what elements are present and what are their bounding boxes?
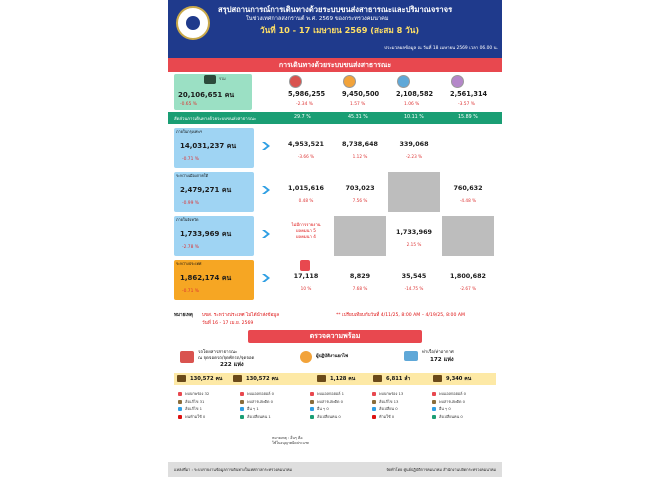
readiness-sub: ณ จุดจอดรถ/จุดพักรถ/จุดจอด [198, 356, 255, 361]
cell-value: 703,023 [345, 184, 375, 192]
cell-change: -4.48 % [459, 198, 477, 203]
cell-change: 10 % [300, 286, 312, 291]
footer-credit: จัดทำโดย ศูนย์ปฏิบัติการคมนาคม สำนักงานปลัดกระทรวงคมนาคม [386, 467, 496, 472]
cell-change: 2.15 % [406, 242, 422, 247]
cell-value: 339,068 [399, 140, 429, 148]
stat-bus-checked: 130,572 คน [174, 373, 252, 385]
boat-icon [404, 351, 418, 361]
list-item: สั่งเปลี่ยนคน 0 [432, 413, 510, 421]
total-plane-change: -3.57 % [458, 102, 475, 107]
stat-bus-drivers: 130,572 คน [230, 373, 308, 385]
region-international-card [174, 260, 254, 300]
mini-note: หมายเหตุ : อื่นๆ คือ ใช้ใบอนุญาตผิดประเภท [272, 436, 309, 445]
readiness-driver [300, 348, 380, 370]
footnote-date: วันที่ 16 - 17 เม.ย. 2569 [202, 321, 254, 326]
section-title-readiness: ตรวจความพร้อม [248, 330, 422, 343]
share-boat: 10.11 % [404, 115, 424, 120]
readiness-port [404, 348, 494, 370]
readiness-count: 172 แห่ง [430, 357, 454, 363]
share-plane: 15.89 % [458, 115, 478, 120]
share-bus: 29.7 % [294, 115, 311, 120]
list-item: พบแอลกอฮอล์ 0 [432, 390, 510, 398]
region-row-intercity [168, 172, 502, 216]
cell-change: -2.23 % [405, 154, 423, 159]
plane-icon [451, 75, 464, 88]
cell-intercity-bus [280, 172, 332, 212]
share-row [168, 112, 502, 124]
readiness-label: ท่าเรือ/ท่าอากาศ [422, 350, 454, 355]
people-icon [204, 75, 216, 84]
cell-value: 760,632 [453, 184, 483, 192]
region-row-bangkok [168, 128, 502, 172]
region-label: ภายในจังหวัด [176, 217, 199, 222]
cell-intl-bus [280, 260, 332, 300]
list-item: พบแอลกอฮอล์ 1 [310, 390, 388, 398]
bus-icon [180, 351, 194, 363]
cell-change: -2.67 % [459, 286, 477, 291]
total-bus-value: 5,986,255 [288, 90, 326, 98]
total-boat-change: 1.06 % [404, 102, 420, 107]
cell-bkk-train [334, 128, 386, 168]
readiness-label: รถโดยสารสาธารณะ [198, 350, 238, 355]
cell-value: 1,733,969 [396, 228, 432, 236]
region-change: -2.78 % [182, 245, 199, 250]
bus-icon [289, 75, 302, 88]
total-bus-change: -2.34 % [296, 102, 313, 107]
cell-province-boat [388, 216, 440, 256]
list-item: พ่นห้ามใช้ 0 [178, 413, 256, 421]
readiness-count: 222 แห่ง [220, 362, 244, 368]
list-item: สั่งแก้ไข 31 [178, 398, 256, 406]
cell-value: 8,829 [349, 272, 371, 280]
region-label: ระหว่างประเทศ [176, 261, 202, 266]
page-subtitle: ในช่วงเทศกาลสงกรานต์ พ.ศ. 2569 ของกระทรวงคมนาคม [246, 16, 389, 22]
total-train [338, 74, 392, 110]
chevron-right-icon [261, 141, 271, 151]
region-label: ภายในกรุงเทพฯ [176, 129, 202, 134]
cell-bkk-boat [388, 128, 440, 168]
total-main-card [174, 74, 252, 110]
total-plane [446, 74, 500, 110]
list-item: ห้ามใช้ 0 [372, 413, 450, 421]
region-bangkok-card [174, 128, 254, 168]
cell-value: 1,015,616 [288, 184, 324, 192]
list-item: พบบกพร่อง 13 [372, 390, 450, 398]
list-item: สั่งแก้ไข 1 [178, 405, 256, 413]
alert-icon [300, 260, 310, 271]
sub-list-bus-drivers [240, 390, 318, 420]
total-value: 20,106,651 คน [178, 91, 235, 99]
cell-value: 35,545 [401, 272, 427, 280]
total-train-value: 9,450,500 [342, 90, 380, 98]
as-of-timestamp: ประมวลผลข้อมูล ณ วันที่ 18 เมษายน 2569 เวลา 06.00 น. [384, 46, 498, 51]
ministry-logo-icon [176, 6, 210, 40]
cell-change: 7.68 % [352, 286, 368, 291]
train-icon [343, 75, 356, 88]
sub-list-boat-crew [432, 390, 510, 420]
list-item: อื่น ๆ 0 [432, 405, 510, 413]
boat-icon [373, 375, 382, 382]
list-item: สั่งเปลี่ยน 0 [372, 405, 450, 413]
readiness-bus [180, 348, 280, 370]
cell-value: 4,953,521 [288, 140, 324, 148]
list-item: พบสารเสพติด 0 [240, 398, 318, 406]
list-item: สั่งเปลี่ยนคน 1 [240, 413, 318, 421]
region-row-province [168, 216, 502, 260]
list-item: พบสารเสพติด 0 [432, 398, 510, 406]
no-data-cell [334, 216, 386, 256]
region-label: ระหว่างเมืองภาคใต้ [176, 173, 209, 178]
list-item: พบบกพร่อง 32 [178, 390, 256, 398]
stat-boat-crew: 9,340 คน [430, 373, 508, 385]
list-item: สั่งแก้ไข 13 [372, 398, 450, 406]
no-report-note: ไม่มีการรายงาน ผลคมนา 5 ผลคมนา 4 [291, 222, 321, 239]
total-bus [284, 74, 338, 110]
footnote [168, 310, 502, 330]
cell-intl-train [334, 260, 386, 300]
footer-source: แหล่งที่มา : ระบบรายงานข้อมูลการเดินทางในเทศกาลกระทรวงคมนาคม [174, 467, 292, 472]
list-item: สั่งเปลี่ยนคน 0 [310, 413, 388, 421]
header [168, 0, 502, 58]
region-change: -0.71 % [182, 289, 199, 294]
region-value: 14,031,237 คน [180, 142, 237, 150]
stat-train-staff: 1,128 คน [314, 373, 392, 385]
region-intercity-card [174, 172, 254, 212]
driver-icon [233, 375, 242, 382]
total-plane-value: 2,561,314 [450, 90, 488, 98]
total-boat-value: 2,108,582 [396, 90, 434, 98]
total-label: รวม [219, 76, 226, 81]
share-train: 45.31 % [348, 115, 368, 120]
readiness-stats [174, 373, 496, 385]
cell-change: -3.66 % [297, 154, 315, 159]
region-value: 1,862,174 คน [180, 274, 232, 282]
cell-value: 17,118 [293, 272, 319, 280]
cell-value: 8,738,648 [342, 140, 378, 148]
total-boat [392, 74, 446, 110]
cell-bkk-bus [280, 128, 332, 168]
footnote-label: หมายเหตุ [174, 313, 193, 318]
chevron-right-icon [261, 273, 271, 283]
cell-change: 7.56 % [352, 198, 368, 203]
cell-value: 1,800,682 [450, 272, 486, 280]
date-range: วันที่ 10 - 17 เมษายน 2569 (สะสม 8 วัน) [260, 25, 420, 35]
footnote-compare: ** เปรียบเทียบกับวันที่ 4/11/25, 8:00 AM – 4/19/25, 8:00 AM [336, 313, 465, 318]
share-label: สัดส่วนการเดินทางด้วยระบบขนส่งสาธารณะ [174, 117, 257, 122]
cell-change: 0.48 % [298, 198, 314, 203]
no-data-cell [442, 216, 494, 256]
boat-icon [397, 75, 410, 88]
cell-change: 1.12 % [352, 154, 368, 159]
footnote-text: บขส. ระหว่างประเทศ ไม่ได้นำส่งข้อมูล [202, 313, 280, 318]
cell-change: -14.75 % [404, 286, 424, 291]
cell-intercity-plane [442, 172, 494, 212]
region-value: 2,479,271 คน [180, 186, 232, 194]
stat-boats: 6,811 ลำ [370, 373, 448, 385]
totals-row [168, 72, 502, 112]
driver-icon [300, 351, 312, 363]
infographic-poster [168, 0, 502, 477]
page-title: สรุปสถานการณ์การเดินทางด้วยระบบขนส่งสาธารณะและปริมาณจราจร [218, 5, 453, 14]
section-title-public-transport: การเดินทางด้วยระบบขนส่งสาธารณะ [168, 58, 502, 72]
total-train-change: 1.57 % [350, 102, 366, 107]
bus-icon [177, 375, 186, 382]
chevron-right-icon [261, 185, 271, 195]
cell-intercity-train [334, 172, 386, 212]
cell-intl-plane [442, 260, 494, 300]
cell-intl-boat [388, 260, 440, 300]
region-change: -0.71 % [182, 157, 199, 162]
driver-icon [433, 375, 442, 382]
total-change: -0.65 % [180, 102, 197, 107]
region-province-card [174, 216, 254, 256]
region-change: -0.99 % [182, 201, 199, 206]
chevron-right-icon [261, 229, 271, 239]
list-item: พบสารเสพติด 0 [310, 398, 388, 406]
list-item: พบแอลกอฮอล์ 0 [240, 390, 318, 398]
readiness-label: ผู้ปฏิบัติงานยกไฟ [316, 354, 349, 359]
list-item: อื่น ๆ 0 [310, 405, 388, 413]
no-data-cell [388, 172, 440, 212]
list-item: อื่น ๆ 1 [240, 405, 318, 413]
footer [168, 462, 502, 477]
region-row-international [168, 260, 502, 304]
region-value: 1,733,969 คน [180, 230, 232, 238]
driver-icon [317, 375, 326, 382]
